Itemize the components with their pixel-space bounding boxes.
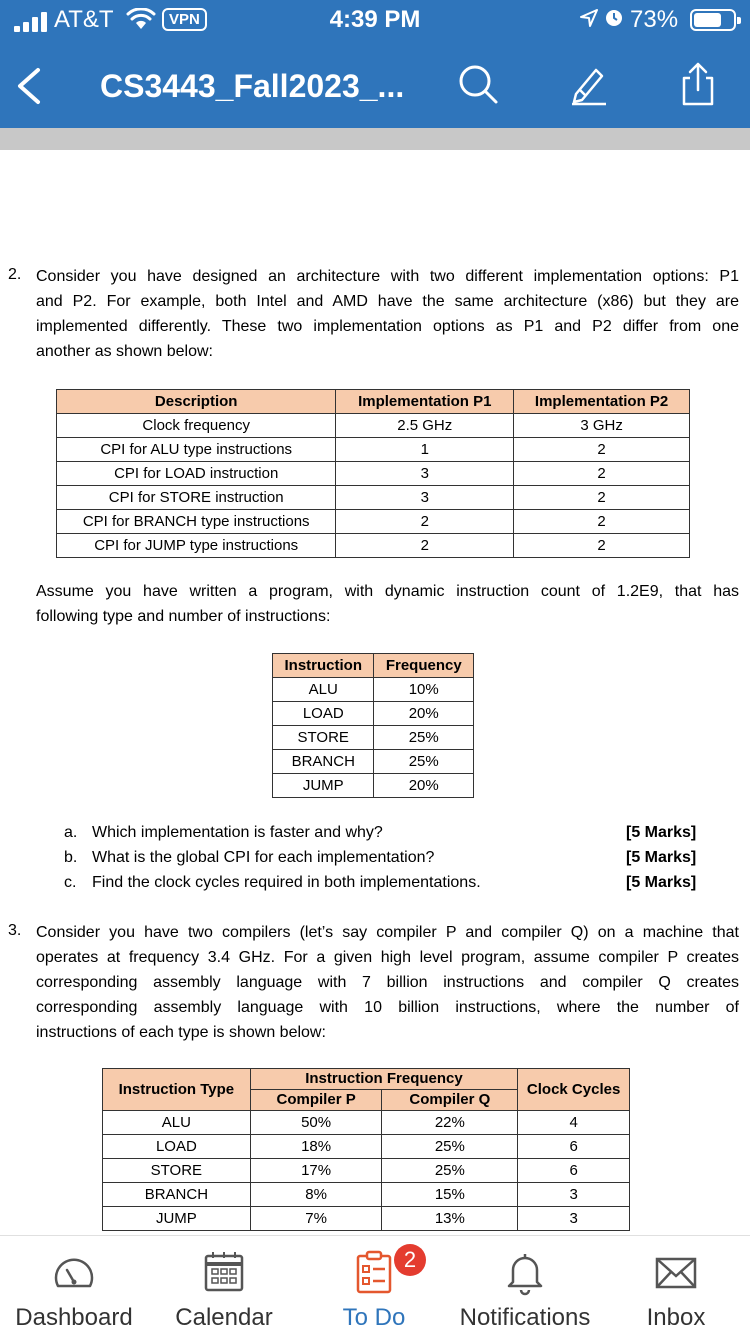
table-cell: 2.5 GHz bbox=[336, 414, 514, 438]
table-header: Compiler P bbox=[250, 1090, 382, 1111]
table-cell: 2 bbox=[514, 462, 690, 486]
table-cell: 2 bbox=[514, 534, 690, 558]
table-cell: 1 bbox=[336, 438, 514, 462]
table-cell: LOAD bbox=[103, 1135, 251, 1159]
subquestion-marks: [5 Marks] bbox=[626, 874, 697, 891]
nav-row bbox=[0, 44, 750, 128]
tab-inbox[interactable] bbox=[602, 1236, 750, 1334]
table-cell: CPI for STORE instruction bbox=[57, 486, 336, 510]
battery-percent: 73% bbox=[630, 6, 679, 33]
mail-icon bbox=[652, 1248, 700, 1296]
table-header: Instruction bbox=[273, 654, 374, 678]
table-cell: 20% bbox=[374, 774, 474, 798]
table-row bbox=[57, 486, 690, 510]
table-cell: ALU bbox=[273, 678, 374, 702]
table-cell: 6 bbox=[518, 1135, 630, 1159]
battery-icon bbox=[690, 9, 736, 31]
q3-line: corresponding assembly language with 7 billion instructions and compiler Q creates bbox=[36, 974, 739, 991]
document-page[interactable] bbox=[0, 150, 750, 1235]
table-cell: CPI for ALU type instructions bbox=[57, 438, 336, 462]
table-row bbox=[57, 534, 690, 558]
table-cell: 7% bbox=[250, 1207, 382, 1231]
location-arrow-icon bbox=[580, 9, 598, 27]
todo-clipboard-icon bbox=[350, 1248, 398, 1296]
table-row bbox=[103, 1135, 630, 1159]
subquestion-label: b. bbox=[64, 849, 78, 866]
table-header: Clock Cycles bbox=[518, 1069, 630, 1111]
table-header: Instruction Type bbox=[103, 1069, 251, 1111]
table-cell: 10% bbox=[374, 678, 474, 702]
table-cell: 8% bbox=[250, 1183, 382, 1207]
tab-label: Inbox bbox=[646, 1304, 706, 1331]
table-cell: JUMP bbox=[273, 774, 374, 798]
table-cell: 3 bbox=[518, 1183, 630, 1207]
table-cell: 2 bbox=[514, 510, 690, 534]
bell-icon bbox=[501, 1248, 549, 1296]
frequency-table bbox=[272, 653, 474, 798]
table-row bbox=[273, 750, 474, 774]
subquestion-marks: [5 Marks] bbox=[626, 824, 697, 841]
carrier-name: AT&T bbox=[54, 6, 114, 33]
table-cell: 6 bbox=[518, 1159, 630, 1183]
table-cell: 15% bbox=[382, 1183, 518, 1207]
subquestion-text: Find the clock cycles required in both implementations. bbox=[92, 874, 481, 891]
table-cell: 18% bbox=[250, 1135, 382, 1159]
tab-label: Dashboard bbox=[15, 1304, 133, 1331]
dashboard-gauge-icon bbox=[50, 1248, 98, 1296]
table-cell: 25% bbox=[382, 1159, 518, 1183]
table-row bbox=[273, 678, 474, 702]
status-time: 4:39 PM bbox=[329, 6, 421, 33]
table-cell: ALU bbox=[103, 1111, 251, 1135]
table-cell: LOAD bbox=[273, 702, 374, 726]
subquestion-marks: [5 Marks] bbox=[626, 849, 697, 866]
q2-line: another as shown below: bbox=[36, 343, 213, 360]
table-cell: 17% bbox=[250, 1159, 382, 1183]
subquestion-label: c. bbox=[64, 874, 77, 891]
table-cell: 25% bbox=[374, 726, 474, 750]
table-cell: 4 bbox=[518, 1111, 630, 1135]
subquestion-text: Which implementation is faster and why? bbox=[92, 824, 383, 841]
table-row bbox=[103, 1111, 630, 1135]
q2-line: implemented differently. These two implementation options as P1 and P2 differ from one bbox=[36, 318, 739, 335]
question-3-text bbox=[36, 920, 739, 1045]
table-cell: 25% bbox=[382, 1135, 518, 1159]
search-icon[interactable] bbox=[456, 62, 500, 106]
table-cell: 20% bbox=[374, 702, 474, 726]
q2-line: Consider you have designed an architecture with two different implementation options: P1 bbox=[36, 268, 739, 285]
table-cell: 50% bbox=[250, 1111, 382, 1135]
table-header: Description bbox=[57, 390, 336, 414]
table-cell: CPI for JUMP type instructions bbox=[57, 534, 336, 558]
table-cell: CPI for BRANCH type instructions bbox=[57, 510, 336, 534]
tab-notifications[interactable] bbox=[450, 1236, 600, 1334]
assume-line: Assume you have written a program, with dynamic instruction count of 1.2E9, that has bbox=[36, 583, 739, 600]
tab-todo[interactable] bbox=[300, 1236, 448, 1334]
table-cell: 2 bbox=[514, 438, 690, 462]
question-2-text bbox=[36, 264, 739, 364]
implementation-table bbox=[56, 389, 690, 558]
table-cell: 2 bbox=[336, 534, 514, 558]
question-2-number: 2. bbox=[8, 266, 22, 283]
table-header: Frequency bbox=[374, 654, 474, 678]
tab-label: Calendar bbox=[175, 1304, 273, 1331]
back-chevron-icon[interactable] bbox=[14, 66, 44, 106]
share-icon[interactable] bbox=[676, 62, 720, 106]
app-header bbox=[0, 0, 750, 128]
table-row bbox=[103, 1159, 630, 1183]
compiler-table bbox=[102, 1068, 630, 1231]
tab-label: Notifications bbox=[459, 1304, 591, 1331]
bottom-tab-bar bbox=[0, 1235, 750, 1334]
table-row bbox=[57, 414, 690, 438]
annotate-pen-icon[interactable] bbox=[566, 62, 610, 106]
subquestion-text: What is the global CPI for each implementation? bbox=[92, 849, 435, 866]
q3-line: Consider you have two compilers (let’s say compiler P and compiler Q) on a machine that bbox=[36, 924, 739, 941]
table-cell: 25% bbox=[374, 750, 474, 774]
table-cell: CPI for LOAD instruction bbox=[57, 462, 336, 486]
calendar-icon bbox=[200, 1248, 248, 1296]
table-cell: 13% bbox=[382, 1207, 518, 1231]
table-row bbox=[273, 702, 474, 726]
question-3-number: 3. bbox=[8, 922, 22, 939]
table-row bbox=[103, 1207, 630, 1231]
q3-line: operates at frequency 3.4 GHz. For a given high level program, assume compiler P creates bbox=[36, 949, 739, 966]
table-cell: JUMP bbox=[103, 1207, 251, 1231]
tab-label: To Do bbox=[342, 1304, 406, 1331]
table-cell: 3 bbox=[518, 1207, 630, 1231]
assumption-text bbox=[36, 579, 739, 629]
table-cell: 3 bbox=[336, 486, 514, 510]
page-separator bbox=[0, 128, 750, 150]
table-row bbox=[273, 726, 474, 750]
assume-line: following type and number of instructions: bbox=[36, 608, 331, 625]
table-row bbox=[273, 774, 474, 798]
table-cell: 2 bbox=[514, 486, 690, 510]
table-row bbox=[57, 438, 690, 462]
subquestion-label: a. bbox=[64, 824, 78, 841]
tab-calendar[interactable] bbox=[150, 1236, 298, 1334]
q2-line: and P2. For example, both Intel and AMD have the same architecture (x86) but they are bbox=[36, 293, 739, 310]
document-title: CS3443_Fall2023_... bbox=[100, 68, 405, 104]
table-header: Implementation P1 bbox=[336, 390, 514, 414]
table-cell: Clock frequency bbox=[57, 414, 336, 438]
table-header: Instruction Frequency bbox=[250, 1069, 517, 1090]
table-row bbox=[57, 510, 690, 534]
table-cell: STORE bbox=[273, 726, 374, 750]
table-cell: 22% bbox=[382, 1111, 518, 1135]
tab-dashboard[interactable] bbox=[0, 1236, 148, 1334]
table-cell: 3 bbox=[336, 462, 514, 486]
status-bar bbox=[0, 0, 750, 40]
q3-line: instructions of each type is shown below: bbox=[36, 1024, 326, 1041]
table-header: Implementation P2 bbox=[514, 390, 690, 414]
table-row bbox=[103, 1183, 630, 1207]
table-cell: STORE bbox=[103, 1159, 251, 1183]
q3-line: corresponding assembly language with 10 billion instructions, where the number of bbox=[36, 999, 739, 1016]
table-cell: BRANCH bbox=[273, 750, 374, 774]
alarm-lock-icon bbox=[604, 8, 624, 28]
table-header: Compiler Q bbox=[382, 1090, 518, 1111]
table-cell: 3 GHz bbox=[514, 414, 690, 438]
table-cell: BRANCH bbox=[103, 1183, 251, 1207]
table-cell: 2 bbox=[336, 510, 514, 534]
vpn-indicator: VPN bbox=[162, 8, 207, 31]
todo-badge: 2 bbox=[394, 1244, 426, 1276]
table-row bbox=[57, 462, 690, 486]
